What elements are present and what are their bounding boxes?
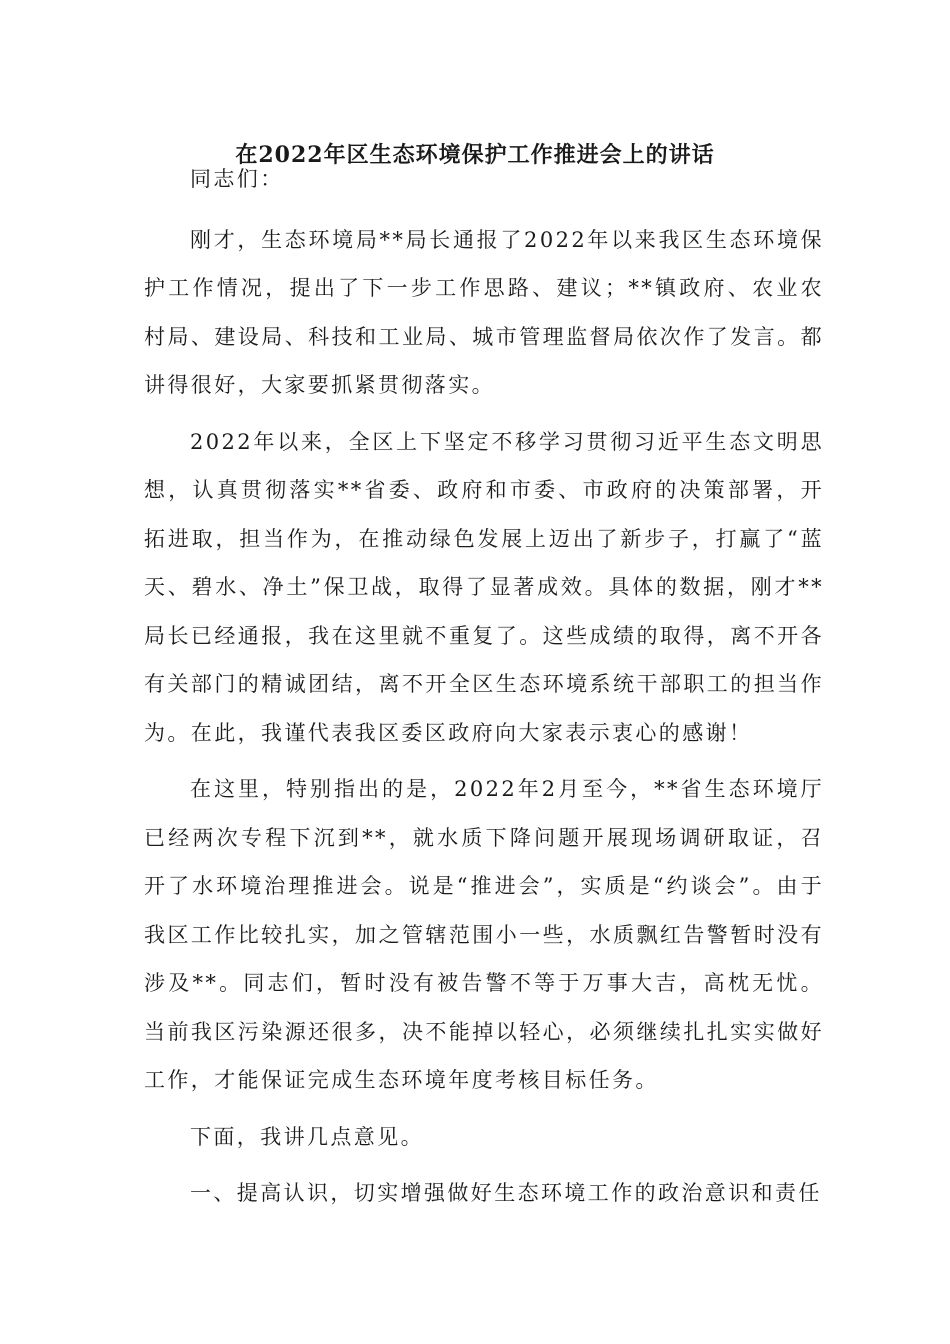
paragraph-5: 一、提高认识，切实增强做好生态环境工作的政治意识和责任 xyxy=(190,1181,822,1205)
document-title: 在2022年区生态环境保护工作推进会上的讲话 xyxy=(235,142,715,168)
greeting: 同志们： xyxy=(190,167,284,191)
document-body xyxy=(144,155,824,1218)
paragraph-4: 下面，我讲几点意见。 xyxy=(190,1124,424,1149)
paragraph-3: 在这里，特别指出的是，2022年2月至今，**省生态环境厅已经两次专程下沉到**，就水质下降问题开展现场调研取证，召开了水环境治理推进会。说是“推进会”，实质是“约谈会”。由于我区工作比较扎实，加之管辖范围小一些，水质飘红告警暂时没有涉及**。同志们，暂时没有被告警不等于万事大吉，高枕无忧。当前我区污染源还很多，决不能掉以轻心，必须继续扎扎实实做好工作，才能保证完成生态环境年度考核目标任务。 xyxy=(144,777,824,1092)
paragraph-1: 刚才，生态环境局**局长通报了2022年以来我区生态环境保护工作情况，提出了下一步工作思路、建议；**镇政府、农业农村局、建设局、科技和工业局、城市管理监督局依次作了发言。都讲得很好，大家要抓紧贯彻落实。 xyxy=(144,227,824,397)
paragraph-2: 2022年以来，全区上下坚定不移学习贯彻习近平生态文明思想，认真贯彻落实**省委、政府和市委、市政府的决策部署，开拓进取，担当作为，在推动绿色发展上迈出了新步子，打赢了“蓝天、碧水、净土”保卫战，取得了显著成效。具体的数据，刚才**局长已经通报，我在这里就不重复了。这些成绩的取得，离不开各有关部门的精诚团结，离不开全区生态环境系统干部职工的担当作为。在此，我谨代表我区委区政府向大家表示衷心的感谢！ xyxy=(144,429,824,745)
